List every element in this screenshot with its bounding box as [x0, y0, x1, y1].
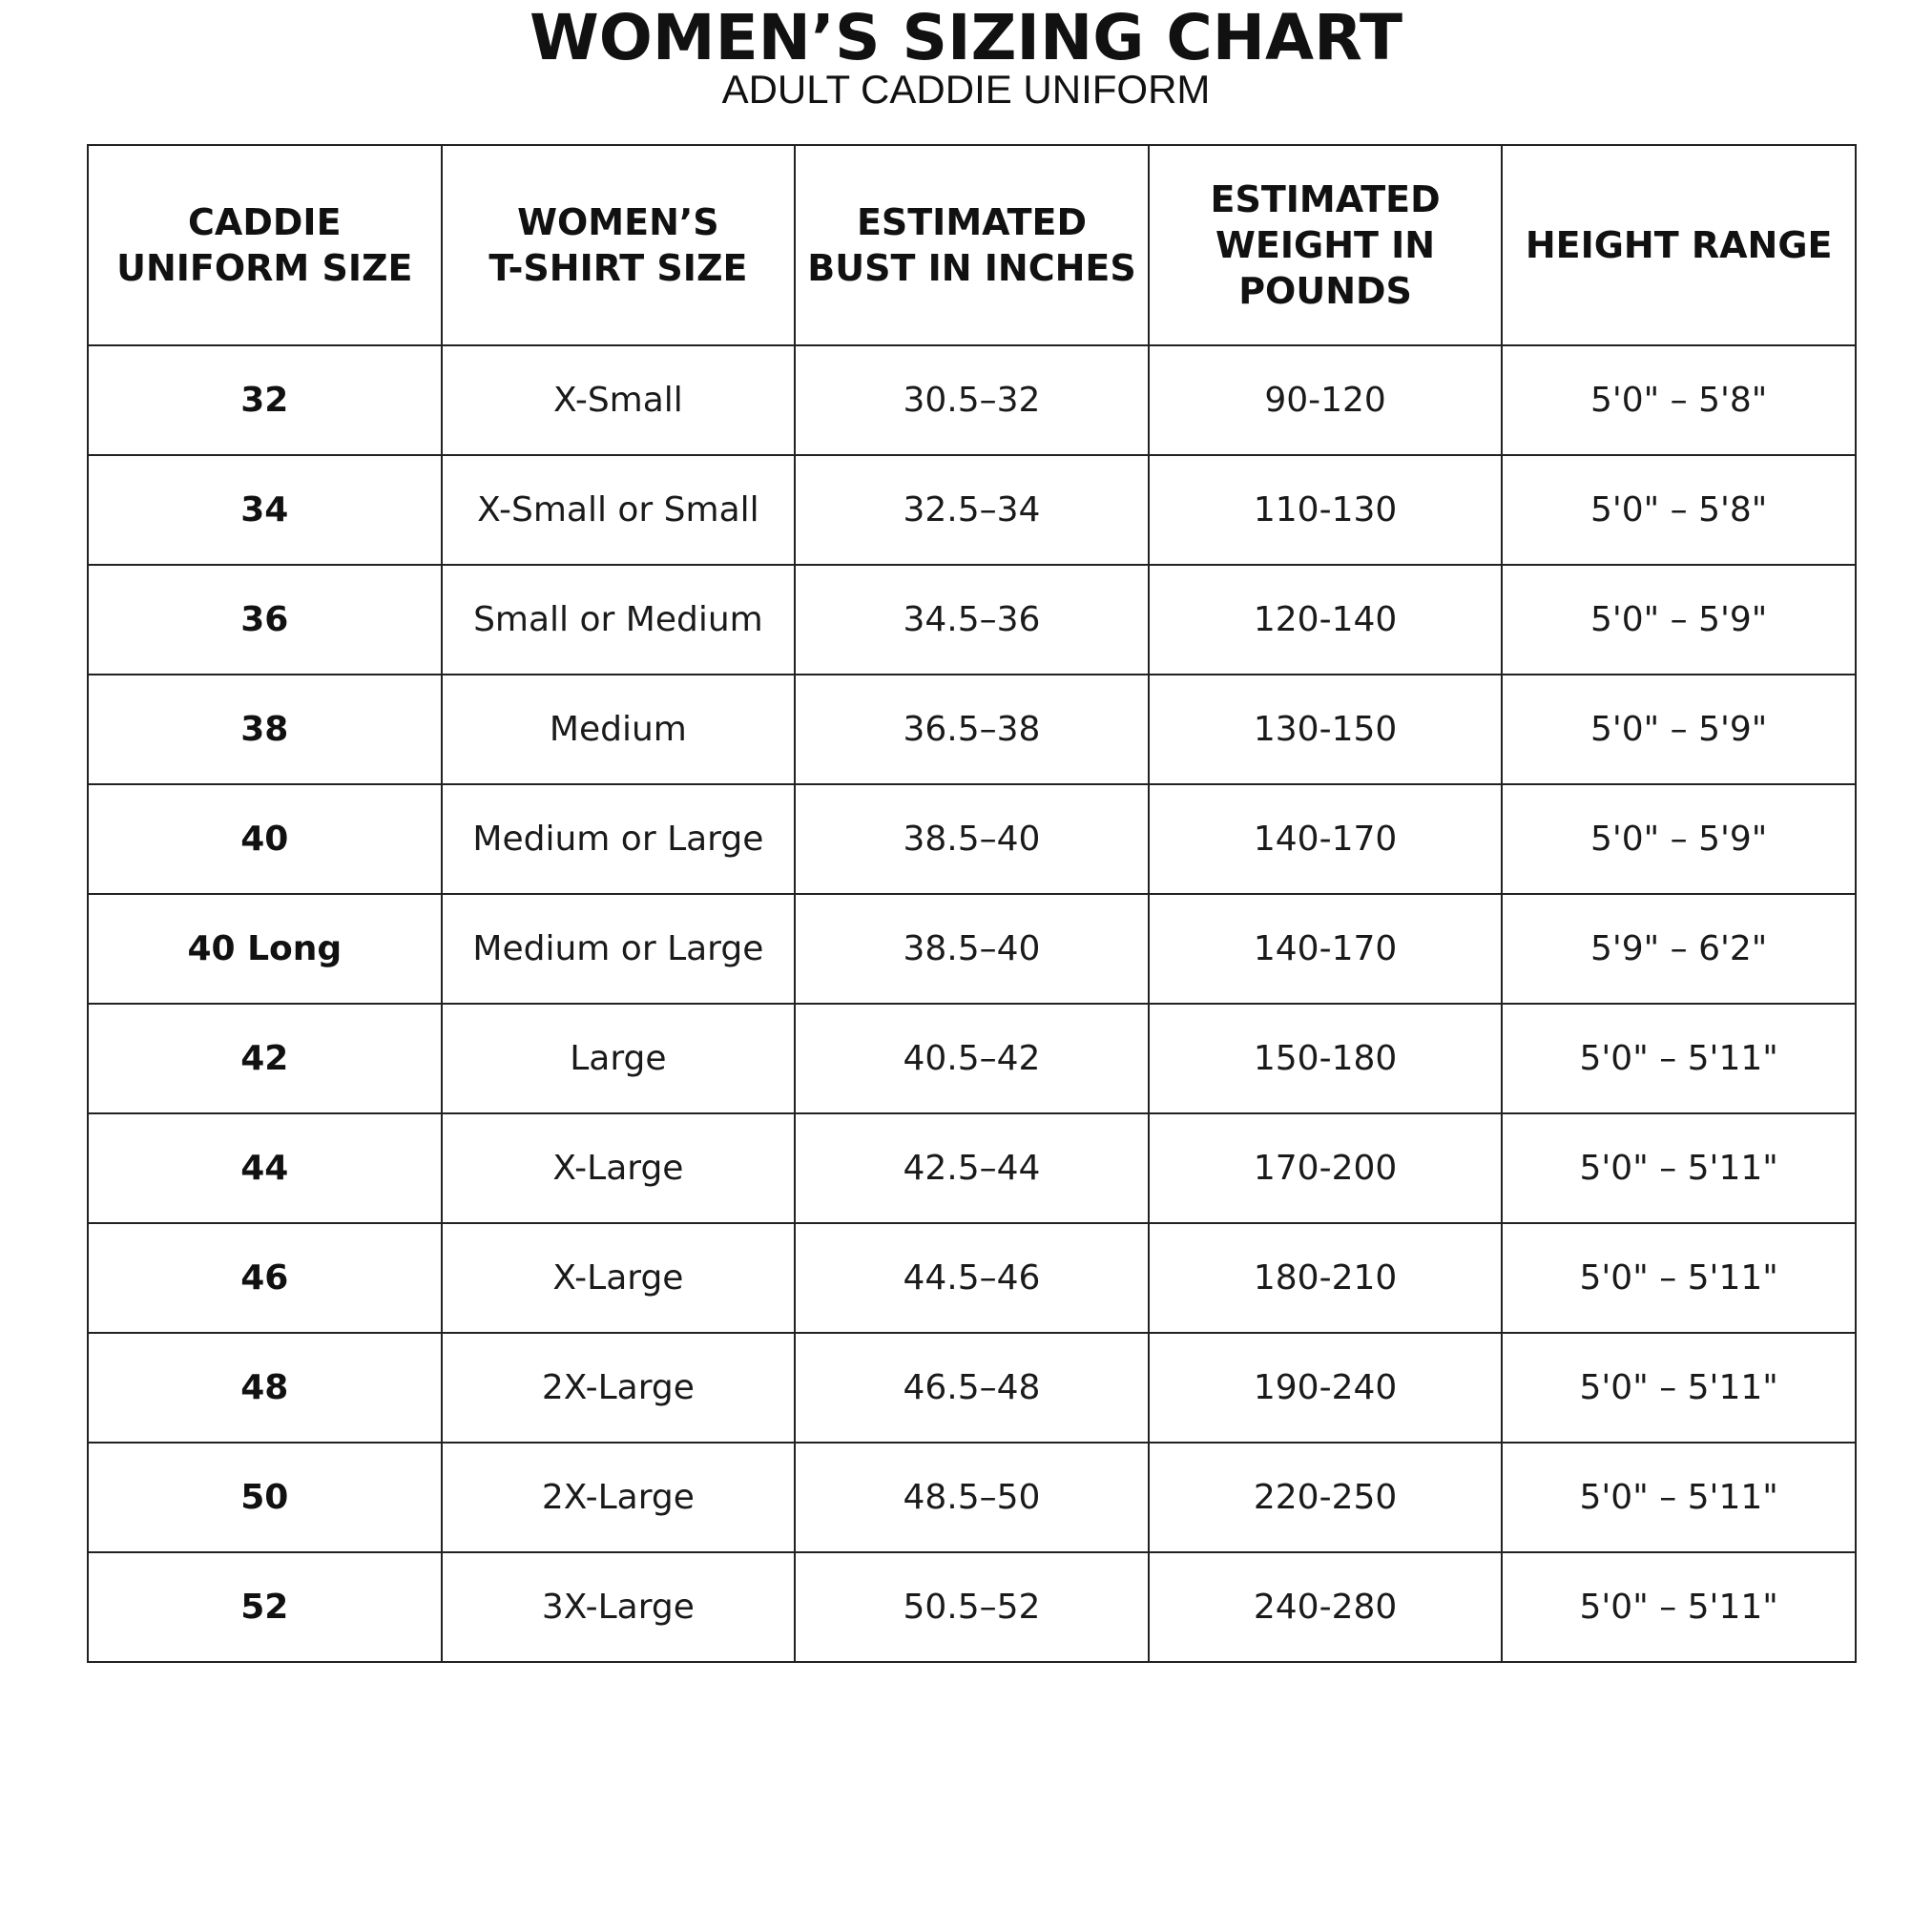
tshirt-size-cell: X-Small or Small	[442, 455, 796, 565]
tshirt-size-cell: Medium	[442, 675, 796, 784]
weight-cell: 140-170	[1149, 784, 1503, 894]
bust-cell: 30.5–32	[795, 345, 1149, 455]
height-range-cell: 5'0" – 5'9"	[1502, 784, 1856, 894]
column-header-tshirt-size	[442, 145, 796, 345]
header-line: POUNDS	[1238, 270, 1412, 312]
uniform-size-cell: 40 Long	[88, 894, 442, 1004]
page-subtitle: ADULT CADDIE UNIFORM	[721, 67, 1211, 112]
height-range-cell: 5'0" – 5'11"	[1502, 1443, 1856, 1552]
column-header-uniform-size	[88, 145, 442, 345]
bust-cell: 34.5–36	[795, 565, 1149, 675]
uniform-size-cell: 38	[88, 675, 442, 784]
table-row	[88, 675, 1856, 784]
table-row	[88, 1333, 1856, 1443]
weight-cell: 120-140	[1149, 565, 1503, 675]
uniform-size-cell: 32	[88, 345, 442, 455]
header-line: HEIGHT RANGE	[1525, 224, 1833, 266]
bust-cell: 44.5–46	[795, 1223, 1149, 1333]
header-row	[88, 145, 1856, 345]
bust-cell: 32.5–34	[795, 455, 1149, 565]
header-line: BUST IN INCHES	[807, 247, 1136, 289]
bust-cell: 48.5–50	[795, 1443, 1149, 1552]
bust-cell: 42.5–44	[795, 1113, 1149, 1223]
weight-cell: 150-180	[1149, 1004, 1503, 1113]
tshirt-size-cell: Large	[442, 1004, 796, 1113]
tshirt-size-cell: Medium or Large	[442, 784, 796, 894]
height-range-cell: 5'0" – 5'11"	[1502, 1333, 1856, 1443]
uniform-size-cell: 34	[88, 455, 442, 565]
bust-cell: 50.5–52	[795, 1552, 1149, 1662]
height-range-cell: 5'0" – 5'8"	[1502, 455, 1856, 565]
table-row	[88, 565, 1856, 675]
column-header-height-range	[1502, 145, 1856, 345]
table-row	[88, 894, 1856, 1004]
table-row	[88, 1443, 1856, 1552]
tshirt-size-cell: X-Small	[442, 345, 796, 455]
table-row	[88, 1223, 1856, 1333]
height-range-cell: 5'0" – 5'11"	[1502, 1552, 1856, 1662]
weight-cell: 90-120	[1149, 345, 1503, 455]
tshirt-size-cell: Medium or Large	[442, 894, 796, 1004]
uniform-size-cell: 52	[88, 1552, 442, 1662]
header-line: CADDIE	[188, 201, 342, 243]
uniform-size-cell: 46	[88, 1223, 442, 1333]
height-range-cell: 5'0" – 5'11"	[1502, 1004, 1856, 1113]
header-line: ESTIMATED	[856, 201, 1088, 243]
weight-cell: 240-280	[1149, 1552, 1503, 1662]
tshirt-size-cell: X-Large	[442, 1223, 796, 1333]
table-row	[88, 1552, 1856, 1662]
weight-cell: 140-170	[1149, 894, 1503, 1004]
height-range-cell: 5'0" – 5'8"	[1502, 345, 1856, 455]
weight-cell: 220-250	[1149, 1443, 1503, 1552]
uniform-size-cell: 40	[88, 784, 442, 894]
uniform-size-cell: 42	[88, 1004, 442, 1113]
tshirt-size-cell: 2X-Large	[442, 1333, 796, 1443]
weight-cell: 110-130	[1149, 455, 1503, 565]
bust-cell: 36.5–38	[795, 675, 1149, 784]
column-header-bust	[795, 145, 1149, 345]
table-row	[88, 1004, 1856, 1113]
page-title: WOMEN’S SIZING CHART	[529, 1, 1402, 74]
bust-cell: 46.5–48	[795, 1333, 1149, 1443]
tshirt-size-cell: 3X-Large	[442, 1552, 796, 1662]
height-range-cell: 5'0" – 5'9"	[1502, 565, 1856, 675]
header-line: T-SHIRT SIZE	[488, 247, 748, 289]
table-row	[88, 1113, 1856, 1223]
table-row	[88, 784, 1856, 894]
bust-cell: 38.5–40	[795, 894, 1149, 1004]
bust-cell: 38.5–40	[795, 784, 1149, 894]
weight-cell: 190-240	[1149, 1333, 1503, 1443]
tshirt-size-cell: X-Large	[442, 1113, 796, 1223]
table-body	[88, 345, 1856, 1662]
tshirt-size-cell: 2X-Large	[442, 1443, 796, 1552]
height-range-cell: 5'0" – 5'9"	[1502, 675, 1856, 784]
uniform-size-cell: 36	[88, 565, 442, 675]
header-line: WOMEN’S	[517, 201, 719, 243]
weight-cell: 180-210	[1149, 1223, 1503, 1333]
table-row	[88, 455, 1856, 565]
height-range-cell: 5'9" – 6'2"	[1502, 894, 1856, 1004]
header-line: WEIGHT IN	[1215, 224, 1436, 266]
table-header	[88, 145, 1856, 345]
table-row	[88, 345, 1856, 455]
height-range-cell: 5'0" – 5'11"	[1502, 1113, 1856, 1223]
uniform-size-cell: 50	[88, 1443, 442, 1552]
header-line: ESTIMATED	[1210, 178, 1441, 220]
weight-cell: 170-200	[1149, 1113, 1503, 1223]
uniform-size-cell: 44	[88, 1113, 442, 1223]
bust-cell: 40.5–42	[795, 1004, 1149, 1113]
header-line: UNIFORM SIZE	[116, 247, 413, 289]
uniform-size-cell: 48	[88, 1333, 442, 1443]
height-range-cell: 5'0" – 5'11"	[1502, 1223, 1856, 1333]
column-header-weight	[1149, 145, 1503, 345]
tshirt-size-cell: Small or Medium	[442, 565, 796, 675]
sizing-table	[87, 144, 1857, 1663]
weight-cell: 130-150	[1149, 675, 1503, 784]
